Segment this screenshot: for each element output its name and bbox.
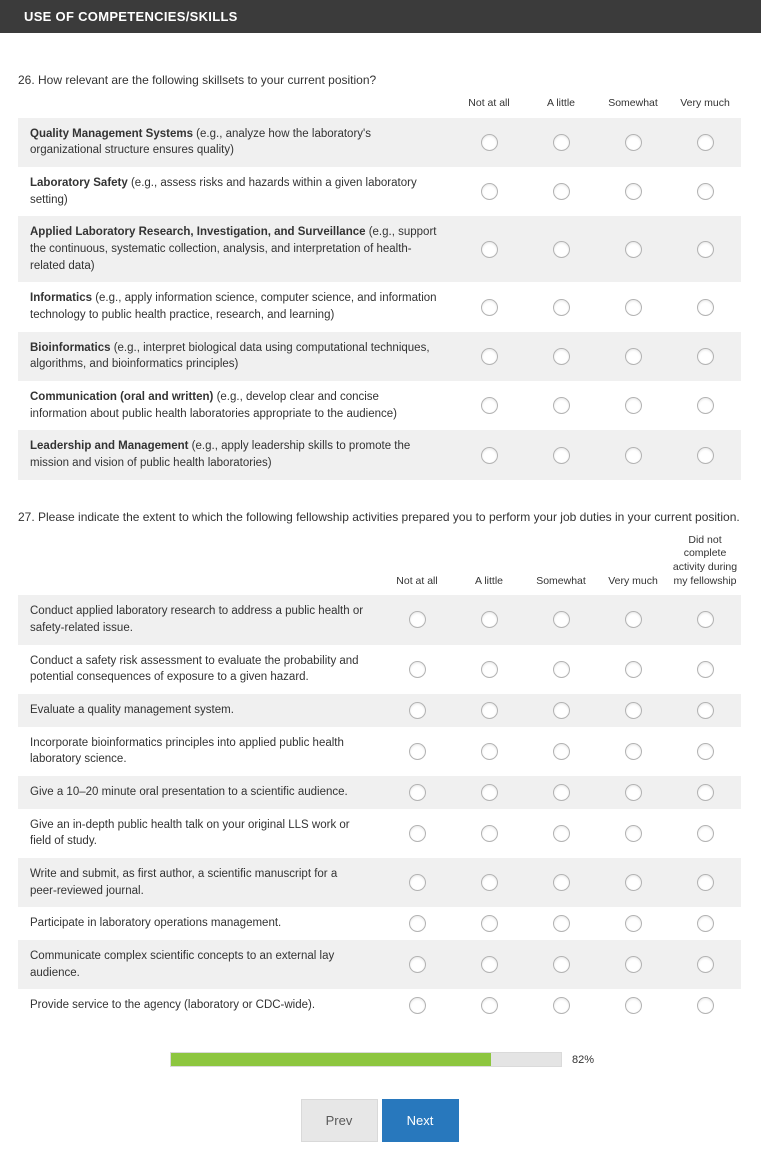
row-label: Communicate complex scientific concepts to an external lay audience. bbox=[30, 950, 335, 979]
radio-button[interactable] bbox=[625, 784, 642, 801]
radio-cell bbox=[525, 127, 597, 158]
radio-button[interactable] bbox=[481, 825, 498, 842]
matrix-row bbox=[18, 118, 741, 167]
radio-button[interactable] bbox=[481, 956, 498, 973]
row-label bbox=[18, 216, 453, 282]
radio-button[interactable] bbox=[697, 447, 714, 464]
radio-cell bbox=[597, 990, 669, 1021]
radio-button[interactable] bbox=[553, 874, 570, 891]
radio-cell bbox=[669, 736, 741, 767]
radio-button[interactable] bbox=[625, 348, 642, 365]
radio-button[interactable] bbox=[553, 825, 570, 842]
row-label bbox=[18, 118, 453, 167]
column-header: Not at all bbox=[468, 97, 510, 109]
radio-cell bbox=[381, 777, 453, 808]
radio-cell bbox=[597, 695, 669, 726]
radio-button[interactable] bbox=[625, 611, 642, 628]
matrix-row bbox=[18, 595, 741, 644]
row-label-bold: Applied Laboratory Research, Investigation, and Surveillance bbox=[30, 226, 366, 239]
radio-cell bbox=[669, 818, 741, 849]
radio-button[interactable] bbox=[553, 348, 570, 365]
radio-button[interactable] bbox=[625, 134, 642, 151]
radio-button[interactable] bbox=[697, 183, 714, 200]
radio-button[interactable] bbox=[481, 661, 498, 678]
section-title: USE OF COMPETENCIES/SKILLS bbox=[24, 9, 238, 24]
radio-cell bbox=[453, 777, 525, 808]
radio-cell bbox=[669, 341, 741, 372]
radio-button[interactable] bbox=[697, 743, 714, 760]
matrix-row bbox=[18, 989, 741, 1022]
radio-cell bbox=[525, 736, 597, 767]
question-26-matrix bbox=[18, 97, 741, 480]
radio-button[interactable] bbox=[553, 702, 570, 719]
radio-cell bbox=[453, 390, 525, 421]
radio-button[interactable] bbox=[553, 956, 570, 973]
matrix-row bbox=[18, 167, 741, 216]
row-label-rest: (e.g., apply information science, computer science, and information technology to public health practice, research, and learning) bbox=[30, 292, 437, 322]
radio-button[interactable] bbox=[481, 874, 498, 891]
radio-cell bbox=[525, 777, 597, 808]
radio-button[interactable] bbox=[409, 661, 426, 678]
radio-button[interactable] bbox=[409, 702, 426, 719]
radio-button[interactable] bbox=[625, 661, 642, 678]
row-label bbox=[18, 167, 453, 216]
radio-button[interactable] bbox=[409, 874, 426, 891]
radio-cell bbox=[453, 440, 525, 471]
radio-button[interactable] bbox=[625, 825, 642, 842]
radio-cell bbox=[453, 949, 525, 980]
radio-cell bbox=[525, 341, 597, 372]
row-label: Write and submit, as first author, a scientific manuscript for a peer-reviewed journal. bbox=[30, 868, 338, 897]
radio-button[interactable] bbox=[553, 611, 570, 628]
radio-cell bbox=[453, 127, 525, 158]
radio-cell bbox=[381, 990, 453, 1021]
radio-button[interactable] bbox=[625, 183, 642, 200]
row-label-rest: (e.g., develop clear and concise information about public health laboratories appropriate to the audience) bbox=[30, 391, 397, 420]
radio-cell bbox=[381, 736, 453, 767]
matrix-row bbox=[18, 809, 741, 858]
question-27-text: 27. Please indicate the extent to which the following fellowship activities prepared you to perform your job duties in your current position. bbox=[18, 509, 740, 524]
matrix-row bbox=[18, 776, 741, 809]
radio-cell bbox=[453, 736, 525, 767]
radio-cell bbox=[669, 234, 741, 265]
matrix-row bbox=[18, 940, 741, 989]
radio-cell bbox=[453, 654, 525, 685]
row-label-bold: Informatics bbox=[30, 292, 92, 305]
radio-button[interactable] bbox=[697, 825, 714, 842]
radio-cell bbox=[525, 292, 597, 323]
radio-cell bbox=[381, 654, 453, 685]
radio-button[interactable] bbox=[553, 997, 570, 1014]
radio-button[interactable] bbox=[697, 241, 714, 258]
radio-button[interactable] bbox=[697, 299, 714, 316]
radio-cell bbox=[525, 908, 597, 939]
row-label bbox=[18, 381, 453, 430]
radio-cell bbox=[525, 867, 597, 898]
radio-cell bbox=[597, 604, 669, 635]
radio-button[interactable] bbox=[553, 183, 570, 200]
radio-cell bbox=[381, 695, 453, 726]
matrix-row bbox=[18, 858, 741, 907]
radio-cell bbox=[669, 604, 741, 635]
next-button[interactable]: Next bbox=[382, 1099, 459, 1142]
radio-button[interactable] bbox=[553, 447, 570, 464]
row-label-bold: Quality Management Systems bbox=[30, 127, 193, 140]
radio-button[interactable] bbox=[409, 611, 426, 628]
radio-button[interactable] bbox=[697, 702, 714, 719]
radio-button[interactable] bbox=[553, 915, 570, 932]
radio-button[interactable] bbox=[481, 611, 498, 628]
row-label: Conduct a safety risk assessment to evaluate the probability and potential consequences of exposure to a given hazard. bbox=[30, 654, 359, 684]
row-label-rest: (e.g., interpret biological data using computational techniques, algorithms, and bioinformatics principles) bbox=[30, 341, 430, 371]
progress-fill bbox=[171, 1053, 491, 1066]
radio-cell bbox=[453, 818, 525, 849]
radio-cell bbox=[453, 604, 525, 635]
radio-cell bbox=[453, 867, 525, 898]
row-label: Evaluate a quality management system. bbox=[30, 703, 234, 716]
radio-button[interactable] bbox=[697, 348, 714, 365]
radio-cell bbox=[597, 949, 669, 980]
radio-cell bbox=[669, 654, 741, 685]
radio-cell bbox=[669, 695, 741, 726]
matrix-row bbox=[18, 645, 741, 694]
radio-cell bbox=[453, 695, 525, 726]
radio-cell bbox=[453, 292, 525, 323]
question-27-matrix bbox=[18, 534, 741, 1022]
radio-cell bbox=[381, 867, 453, 898]
radio-cell bbox=[597, 777, 669, 808]
radio-button[interactable] bbox=[481, 241, 498, 258]
matrix-row bbox=[18, 381, 741, 430]
radio-button[interactable] bbox=[625, 874, 642, 891]
radio-cell bbox=[669, 777, 741, 808]
row-label: Incorporate bioinformatics principles into applied public health laboratory science. bbox=[30, 736, 344, 766]
radio-button[interactable] bbox=[481, 183, 498, 200]
radio-button[interactable] bbox=[481, 784, 498, 801]
radio-cell bbox=[453, 234, 525, 265]
radio-cell bbox=[597, 440, 669, 471]
radio-cell bbox=[669, 390, 741, 421]
radio-button[interactable] bbox=[409, 915, 426, 932]
radio-button[interactable] bbox=[625, 299, 642, 316]
matrix-row bbox=[18, 332, 741, 381]
row-label: Give an in-depth public health talk on your original LLS work or field of study. bbox=[30, 818, 350, 848]
radio-button[interactable] bbox=[697, 134, 714, 151]
radio-cell bbox=[525, 654, 597, 685]
radio-cell bbox=[669, 176, 741, 207]
radio-button[interactable] bbox=[481, 348, 498, 365]
radio-button[interactable] bbox=[553, 241, 570, 258]
radio-cell bbox=[453, 908, 525, 939]
radio-button[interactable] bbox=[697, 784, 714, 801]
radio-cell bbox=[597, 176, 669, 207]
radio-cell bbox=[597, 390, 669, 421]
radio-button[interactable] bbox=[697, 661, 714, 678]
section-header bbox=[0, 0, 761, 33]
radio-button[interactable] bbox=[553, 299, 570, 316]
matrix-row bbox=[18, 694, 741, 727]
matrix-row bbox=[18, 216, 741, 282]
matrix-row bbox=[18, 282, 741, 331]
row-label: Provide service to the agency (laboratory or CDC-wide). bbox=[30, 999, 316, 1012]
radio-button[interactable] bbox=[553, 784, 570, 801]
radio-button[interactable] bbox=[625, 702, 642, 719]
radio-cell bbox=[525, 949, 597, 980]
radio-cell bbox=[597, 908, 669, 939]
radio-button[interactable] bbox=[625, 241, 642, 258]
radio-button[interactable] bbox=[625, 956, 642, 973]
question-26-text: 26. How relevant are the following skillsets to your current position? bbox=[18, 73, 377, 87]
radio-cell bbox=[525, 390, 597, 421]
radio-cell bbox=[597, 736, 669, 767]
radio-cell bbox=[597, 818, 669, 849]
column-header: A little bbox=[474, 574, 503, 587]
radio-cell bbox=[525, 818, 597, 849]
progress-row bbox=[170, 1052, 741, 1067]
row-label-bold: Leadership and Management bbox=[30, 440, 189, 453]
row-label-rest: (e.g., assess risks and hazards within a given laboratory setting) bbox=[30, 176, 417, 206]
survey-content bbox=[0, 33, 761, 1158]
radio-cell bbox=[381, 908, 453, 939]
row-label-bold: Bioinformatics bbox=[30, 341, 111, 354]
radio-cell bbox=[525, 990, 597, 1021]
radio-button[interactable] bbox=[697, 874, 714, 891]
progress-label: 82% bbox=[572, 1053, 595, 1066]
radio-cell bbox=[381, 949, 453, 980]
radio-cell bbox=[381, 604, 453, 635]
radio-button[interactable] bbox=[553, 134, 570, 151]
row-label-rest: (e.g., apply leadership skills to promote the mission and vision of public health laboratories) bbox=[30, 440, 411, 470]
radio-button[interactable] bbox=[697, 611, 714, 628]
row-label: Participate in laboratory operations management. bbox=[30, 917, 282, 930]
radio-cell bbox=[597, 292, 669, 323]
radio-button[interactable] bbox=[409, 997, 426, 1014]
radio-button[interactable] bbox=[481, 397, 498, 414]
radio-cell bbox=[597, 127, 669, 158]
radio-button[interactable] bbox=[481, 299, 498, 316]
radio-cell bbox=[669, 867, 741, 898]
row-label-rest: (e.g., support the continuous, systematic collection, analysis, and interpretation of health-related data) bbox=[30, 226, 437, 272]
radio-button[interactable] bbox=[481, 997, 498, 1014]
column-header: Very much bbox=[608, 574, 658, 587]
column-header: A little bbox=[546, 97, 575, 109]
radio-cell bbox=[525, 176, 597, 207]
radio-button[interactable] bbox=[553, 661, 570, 678]
radio-button[interactable] bbox=[625, 743, 642, 760]
radio-cell bbox=[669, 949, 741, 980]
row-label-rest: (e.g., analyze how the laboratory's organizational structure ensures quality) bbox=[30, 127, 371, 157]
radio-cell bbox=[453, 176, 525, 207]
question-26 bbox=[18, 73, 741, 480]
radio-button[interactable] bbox=[409, 784, 426, 801]
radio-button[interactable] bbox=[697, 397, 714, 414]
radio-cell bbox=[453, 341, 525, 372]
matrix-header-row bbox=[18, 97, 741, 118]
question-27 bbox=[18, 510, 741, 1022]
radio-button[interactable] bbox=[553, 743, 570, 760]
radio-button[interactable] bbox=[625, 915, 642, 932]
radio-cell bbox=[525, 695, 597, 726]
radio-cell bbox=[597, 234, 669, 265]
radio-button[interactable] bbox=[697, 956, 714, 973]
radio-button[interactable] bbox=[481, 134, 498, 151]
radio-cell bbox=[525, 234, 597, 265]
column-header: Somewhat bbox=[536, 574, 586, 587]
radio-cell bbox=[381, 818, 453, 849]
radio-cell bbox=[597, 654, 669, 685]
radio-button[interactable] bbox=[481, 743, 498, 760]
radio-cell bbox=[669, 990, 741, 1021]
progress-bar bbox=[170, 1052, 562, 1067]
radio-button[interactable] bbox=[697, 915, 714, 932]
column-header: Somewhat bbox=[608, 97, 658, 109]
radio-button[interactable] bbox=[697, 997, 714, 1014]
radio-cell bbox=[453, 990, 525, 1021]
row-label bbox=[18, 332, 453, 381]
radio-button[interactable] bbox=[481, 702, 498, 719]
radio-cell bbox=[669, 292, 741, 323]
row-label bbox=[18, 282, 453, 331]
radio-cell bbox=[669, 127, 741, 158]
radio-button[interactable] bbox=[409, 825, 426, 842]
radio-button[interactable] bbox=[625, 397, 642, 414]
radio-button[interactable] bbox=[625, 997, 642, 1014]
radio-cell bbox=[525, 440, 597, 471]
radio-button[interactable] bbox=[481, 915, 498, 932]
radio-button[interactable] bbox=[409, 956, 426, 973]
radio-button[interactable] bbox=[481, 447, 498, 464]
column-header: Did not complete activity during my fellowship bbox=[672, 533, 738, 587]
nav-buttons bbox=[18, 1099, 741, 1158]
radio-cell bbox=[669, 440, 741, 471]
row-label bbox=[18, 430, 453, 479]
matrix-row bbox=[18, 907, 741, 940]
radio-button[interactable] bbox=[409, 743, 426, 760]
row-label-bold: Laboratory Safety bbox=[30, 176, 128, 189]
radio-cell bbox=[669, 908, 741, 939]
column-header: Very much bbox=[680, 97, 730, 109]
matrix-header-row bbox=[18, 534, 741, 596]
radio-cell bbox=[597, 341, 669, 372]
column-header: Not at all bbox=[396, 574, 438, 587]
row-label-bold: Communication (oral and written) bbox=[30, 391, 214, 404]
radio-button[interactable] bbox=[625, 447, 642, 464]
matrix-row bbox=[18, 727, 741, 776]
radio-cell bbox=[597, 867, 669, 898]
prev-button[interactable]: Prev bbox=[301, 1099, 378, 1142]
row-label: Conduct applied laboratory research to address a public health or safety-related issue. bbox=[30, 605, 364, 634]
radio-cell bbox=[525, 604, 597, 635]
radio-button[interactable] bbox=[553, 397, 570, 414]
row-label: Give a 10–20 minute oral presentation to a scientific audience. bbox=[30, 785, 348, 798]
matrix-row bbox=[18, 430, 741, 479]
